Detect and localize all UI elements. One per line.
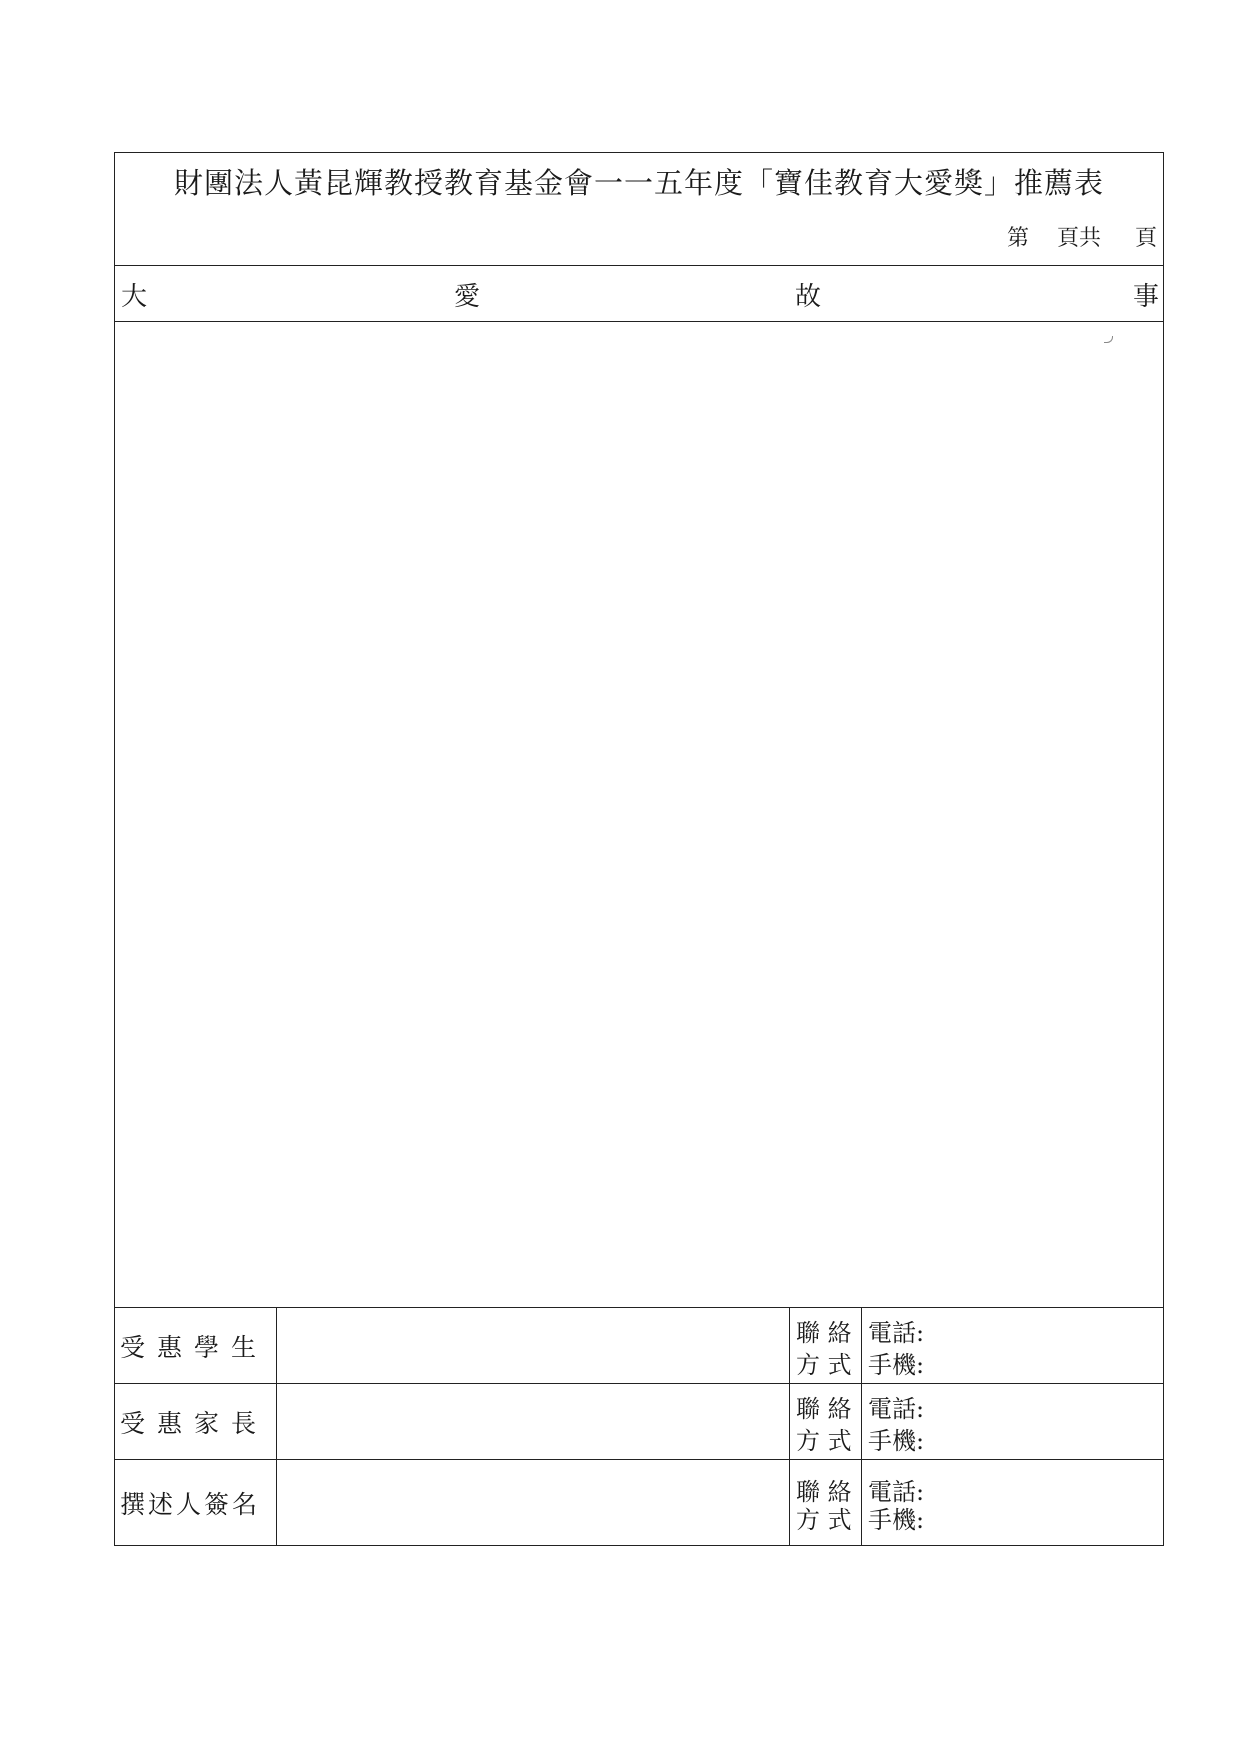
method-line1: 聯 絡: [796, 1319, 852, 1347]
contact-row-student: [115, 1308, 1163, 1384]
contact-row-parent: [115, 1384, 1163, 1460]
parent-label: 受惠家長: [115, 1384, 277, 1459]
story-section-header: [115, 266, 1163, 322]
method-line2: 方 式: [796, 1506, 852, 1534]
author-signature-field[interactable]: [277, 1460, 790, 1545]
story-header-char-1: 大: [121, 282, 148, 312]
student-label: 受惠學生: [115, 1308, 277, 1383]
phone-label: 電話:: [868, 1478, 925, 1506]
method-line1: 聯 絡: [796, 1478, 852, 1506]
method-line1: 聯 絡: [796, 1395, 852, 1423]
mobile-label: 手機:: [868, 1506, 925, 1534]
student-name-field[interactable]: [277, 1308, 790, 1383]
form-header: [115, 153, 1163, 266]
author-contact-method: [790, 1460, 862, 1545]
student-contact-method: [790, 1308, 862, 1383]
contact-row-author: [115, 1460, 1163, 1545]
contact-table: [115, 1308, 1163, 1547]
page-counter: [1007, 221, 1157, 252]
page-prefix: 第: [1006, 226, 1029, 251]
nomination-form: [114, 152, 1164, 1546]
page-number-blank[interactable]: [1029, 221, 1057, 252]
method-line2: 方 式: [796, 1351, 852, 1379]
page-mid: 頁共: [1056, 226, 1101, 251]
author-signature-label: 撰述人簽名: [115, 1460, 277, 1545]
phone-label: 電話:: [868, 1319, 925, 1347]
parent-contact-fields[interactable]: [862, 1384, 1163, 1459]
story-header-char-3: 故: [795, 282, 822, 312]
story-header-char-4: 事: [1132, 282, 1159, 312]
method-line2: 方 式: [796, 1427, 852, 1455]
parent-name-field[interactable]: [277, 1384, 790, 1459]
mobile-label: 手機:: [868, 1427, 925, 1455]
student-contact-fields[interactable]: [862, 1308, 1163, 1383]
page-suffix: 頁: [1134, 226, 1157, 251]
form-title: 財團法人黃昆輝教授教育基金會一一五年度「寶佳教育大愛獎」推薦表: [173, 166, 1104, 200]
total-pages-blank[interactable]: [1101, 221, 1135, 252]
story-writing-area[interactable]: [115, 322, 1163, 1308]
phone-label: 電話:: [868, 1395, 925, 1423]
author-contact-fields[interactable]: [862, 1460, 1163, 1545]
story-header-char-2: 愛: [454, 282, 481, 312]
parent-contact-method: [790, 1384, 862, 1459]
mobile-label: 手機:: [868, 1351, 925, 1379]
